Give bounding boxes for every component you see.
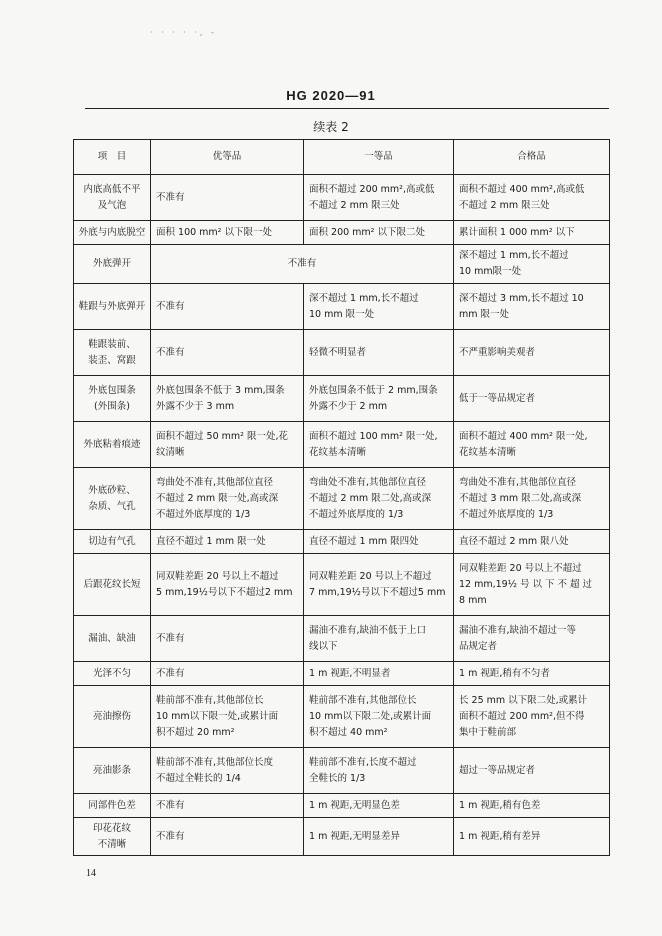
row-first-grade-value: 1 m 视距,不明显者	[304, 662, 454, 686]
table-row	[74, 818, 610, 856]
row-qualified-value: 深不超过 1 mm,长不超过 10 mm限一处	[454, 245, 610, 284]
row-first-grade-value: 面积不超过 100 mm² 限一处, 花纹基本清晰	[304, 422, 454, 468]
row-superior-value: 不准有	[151, 284, 304, 330]
row-superior-value: 不准有	[151, 175, 304, 221]
row-superior-first-merged: 不准有	[151, 245, 454, 284]
scan-artifact: · · · · ·, -	[150, 28, 217, 37]
row-first-grade-value: 鞋前部不准有,长度不超过 全鞋长的 1/3	[304, 748, 454, 794]
column-header-first-grade: 一等品	[304, 140, 454, 175]
table-header-row	[74, 140, 610, 175]
row-item-label: 漏油、缺油	[74, 616, 151, 662]
table-row	[74, 748, 610, 794]
row-first-grade-value: 直径不超过 1 mm 限四处	[304, 530, 454, 554]
row-superior-value: 直径不超过 1 mm 限一处	[151, 530, 304, 554]
table-row	[74, 376, 610, 422]
table-row	[74, 330, 610, 376]
row-qualified-value: 同双鞋差距 20 号以上不超过 12 mm,19½ 号 以 下 不 超 过 8 mm	[454, 554, 610, 616]
row-superior-value: 面积 100 mm² 以下限一处	[151, 221, 304, 245]
table-row	[74, 175, 610, 221]
row-item-label: 切边有气孔	[74, 530, 151, 554]
row-item-label: 外底弹开	[74, 245, 151, 284]
row-qualified-value: 超过一等品规定者	[454, 748, 610, 794]
quality-spec-table	[73, 139, 610, 856]
row-qualified-value: 1 m 视距,稍有色差	[454, 794, 610, 818]
table-caption: 续表 2	[313, 120, 349, 134]
row-superior-value: 鞋前部不准有,其他部位长 10 mm以下限一处,或累计面 积不超过 20 mm²	[151, 686, 304, 748]
row-first-grade-value: 深不超过 1 mm,长不超过 10 mm 限一处	[304, 284, 454, 330]
row-qualified-value: 长 25 mm 以下限二处,或累计 面积不超过 200 mm²,但不得 集中于鞋前部	[454, 686, 610, 748]
row-first-grade-value: 漏油不准有,缺油不低于上口 线以下	[304, 616, 454, 662]
table-row	[74, 284, 610, 330]
row-qualified-value: 深不超过 3 mm,长不超过 10 mm 限一处	[454, 284, 610, 330]
row-superior-value: 弯曲处不准有,其他部位直径 不超过 2 mm 限一处,高或深 不超过外底厚度的 1/3	[151, 468, 304, 530]
row-item-label: 外底与内底脱空	[74, 221, 151, 245]
row-item-label: 印花花纹 不清晰	[74, 818, 151, 856]
column-header-superior: 优等品	[151, 140, 304, 175]
row-superior-value: 不准有	[151, 818, 304, 856]
row-superior-value: 鞋前部不准有,其他部位长度 不超过全鞋长的 1/4	[151, 748, 304, 794]
row-item-label: 外底粘着痕迹	[74, 422, 151, 468]
row-qualified-value: 直径不超过 2 mm 限八处	[454, 530, 610, 554]
table-row	[74, 686, 610, 748]
row-item-label: 后跟花纹长短	[74, 554, 151, 616]
row-item-label: 亮油擦伤	[74, 686, 151, 748]
header-rule	[85, 108, 609, 109]
row-superior-value: 不准有	[151, 794, 304, 818]
page-number: 14	[86, 868, 96, 879]
row-item-label: 鞋跟与外底弹开	[74, 284, 151, 330]
row-item-label: 外底砂粒、 杂质、气孔	[74, 468, 151, 530]
row-qualified-value: 弯曲处不准有,其他部位直径 不超过 3 mm 限二处,高或深 不超过外底厚度的 1/3	[454, 468, 610, 530]
document-code: HG 2020—91	[286, 88, 376, 103]
row-qualified-value: 面积不超过 400 mm² 限一处, 花纹基本清晰	[454, 422, 610, 468]
row-first-grade-value: 1 m 视距,无明显色差	[304, 794, 454, 818]
table-row	[74, 530, 610, 554]
row-qualified-value: 累计面积 1 000 mm² 以下	[454, 221, 610, 245]
table-row	[74, 794, 610, 818]
row-first-grade-value: 面积 200 mm² 以下限二处	[304, 221, 454, 245]
row-superior-value: 外底包围条不低于 3 mm,围条 外露不少于 3 mm	[151, 376, 304, 422]
row-qualified-value: 不严重影响美观者	[454, 330, 610, 376]
row-item-label: 内底高低不平 及气泡	[74, 175, 151, 221]
row-superior-value: 同双鞋差距 20 号以上不超过 5 mm,19½号以下不超过2 mm	[151, 554, 304, 616]
row-qualified-value: 低于一等品规定者	[454, 376, 610, 422]
row-item-label: 同部件色差	[74, 794, 151, 818]
row-first-grade-value: 弯曲处不准有,其他部位直径 不超过 2 mm 限二处,高或深 不超过外底厚度的 1/3	[304, 468, 454, 530]
row-first-grade-value: 外底包围条不低于 2 mm,围条 外露不少于 2 mm	[304, 376, 454, 422]
table-row	[74, 468, 610, 530]
row-superior-value: 不准有	[151, 616, 304, 662]
column-header-qualified: 合格品	[454, 140, 610, 175]
table-row	[74, 616, 610, 662]
table-row	[74, 422, 610, 468]
row-first-grade-value: 鞋前部不准有,其他部位长 10 mm以下限二处,或累计面 积不超过 40 mm²	[304, 686, 454, 748]
row-qualified-value: 1 m 视距,稍有不匀者	[454, 662, 610, 686]
table-row	[74, 554, 610, 616]
row-qualified-value: 1 m 视距,稍有差异	[454, 818, 610, 856]
column-header-item: 项 目	[74, 140, 151, 175]
table-row	[74, 662, 610, 686]
row-first-grade-value: 同双鞋差距 20 号以上不超过 7 mm,19½号以下不超过5 mm	[304, 554, 454, 616]
row-item-label: 外底包围条 (外围条)	[74, 376, 151, 422]
row-superior-value: 不准有	[151, 330, 304, 376]
row-qualified-value: 漏油不准有,缺油不超过一等 品规定者	[454, 616, 610, 662]
row-item-label: 光泽不匀	[74, 662, 151, 686]
table-row	[74, 221, 610, 245]
table-row	[74, 245, 610, 284]
row-first-grade-value: 1 m 视距,无明显差异	[304, 818, 454, 856]
row-superior-value: 不准有	[151, 662, 304, 686]
row-item-label: 亮油影条	[74, 748, 151, 794]
table-body	[74, 175, 610, 856]
row-superior-value: 面积不超过 50 mm² 限一处,花 纹清晰	[151, 422, 304, 468]
row-item-label: 鞋跟装前、 装歪、窝跟	[74, 330, 151, 376]
row-first-grade-value: 轻微不明显者	[304, 330, 454, 376]
row-qualified-value: 面积不超过 400 mm²,高或低 不超过 2 mm 限三处	[454, 175, 610, 221]
row-first-grade-value: 面积不超过 200 mm²,高或低 不超过 2 mm 限三处	[304, 175, 454, 221]
